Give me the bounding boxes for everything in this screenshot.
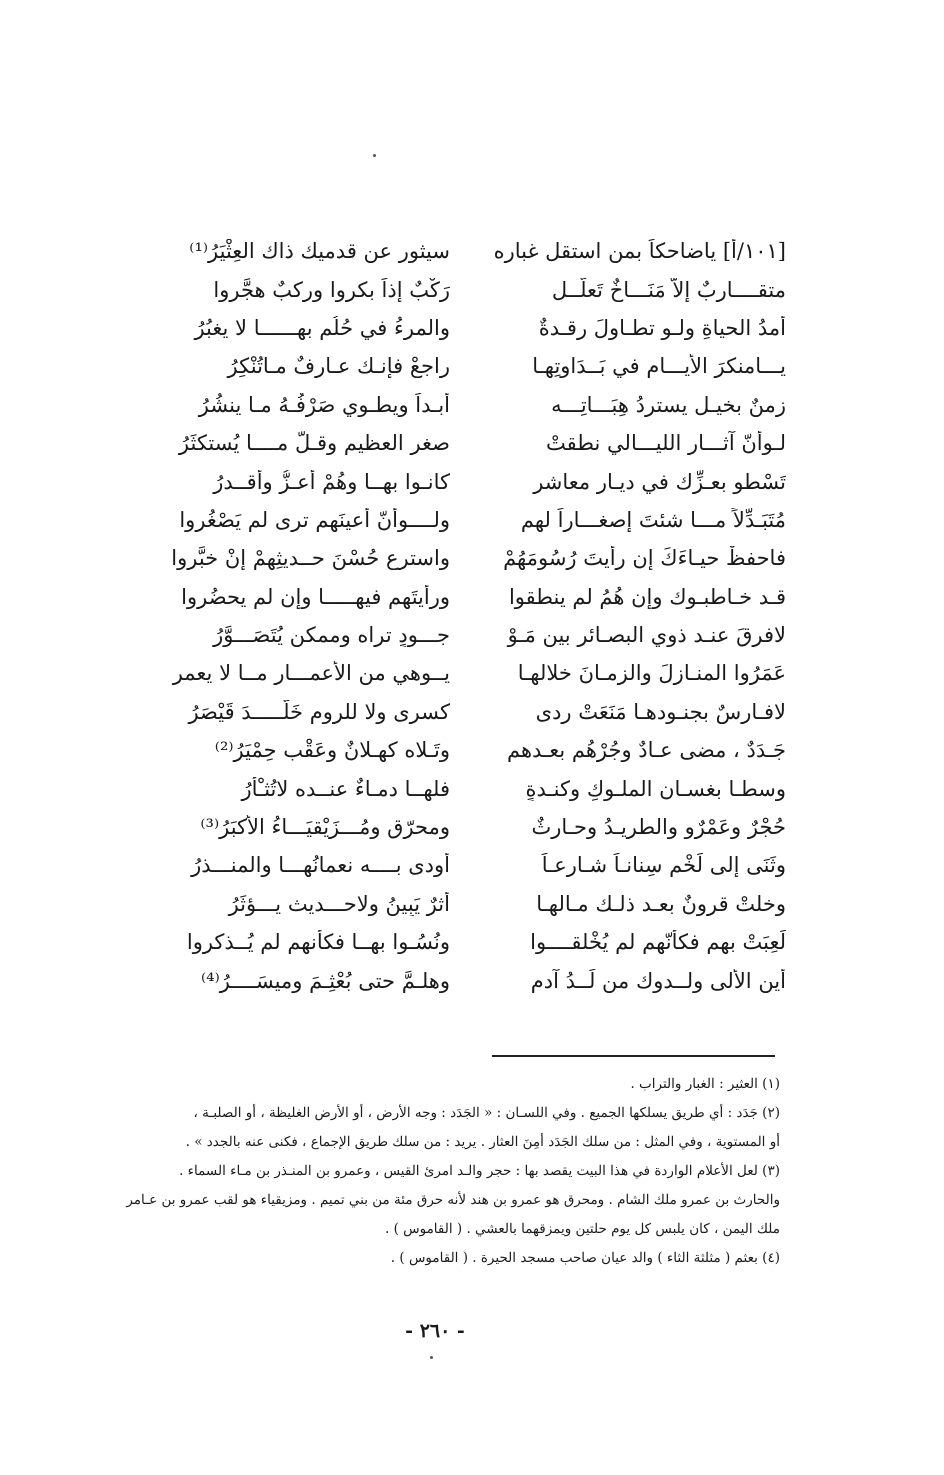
second-hemistich: ومحرّق ومُـــزَيْقيَـــاءُ الأكبَرُ⁽³⁾	[200, 815, 450, 840]
footnote-line: (٢) جَدَد : أي طريق يسلكها الجميع . وفي اللسـان : « الجَدَد : وجه الأرض ، أو الأرض الغليظة ، أو الصلبـة ،	[193, 1105, 780, 1121]
second-hemistich: يــوهي من الأعمـــار مــا لا يعمر	[172, 661, 450, 686]
verse	[150, 654, 786, 692]
second-hemistich: وتَـلاه كهـلانٌ وعَقْب حِمْيَرُ⁽²⁾	[214, 738, 450, 763]
second-hemistich: ونُسُـوا بهــا فكأنهم لم يُــذكروا	[186, 930, 450, 955]
first-hemistich: [١٠١/أ] ياضاحكاً بمن استقل غباره	[493, 239, 786, 264]
first-hemistich: عَمَرُوا المنـازلَ والزمـانَ خلالهـا	[517, 661, 786, 686]
verse	[150, 923, 786, 961]
first-hemistich: لَعِبَتْ بهم فكأنّهم لم يُخْلقــــوا	[530, 930, 786, 955]
first-hemistich: أمدُ الحياةِ ولـو تطـاولَ رقـدةٌ	[538, 315, 786, 340]
verse	[150, 462, 786, 500]
first-hemistich: حُجْرٌ وعَمْرٌو والطريـدُ وحـارثٌ	[531, 815, 786, 840]
second-hemistich: رَكْبٌ إذاً بكروا وركبٌ هجَّروا	[213, 277, 450, 302]
first-hemistich: لافرقَ عنـد ذوي البصـائر بين مَـوْ	[507, 623, 786, 648]
second-hemistich: راجعْ فإنـك عـارفٌ مـاتُنْكِرُ	[227, 354, 450, 379]
scan-speck	[373, 154, 376, 157]
second-hemistich: ولــــوأنّ أعينَهم ترى لم يَصْغُروا	[179, 507, 450, 532]
verse	[150, 769, 786, 807]
second-hemistich: ورأيتَهم فيهـــــا وإن لم يحضُروا	[181, 584, 450, 609]
verse	[150, 232, 786, 270]
first-hemistich: وسطـا بغسـان الملـوكِ وكنـدةٍ	[525, 776, 786, 801]
first-hemistich: يـــامنكرَ الأيـــام في بَــدَاوتِهـا	[532, 354, 786, 379]
footnote-line: (١) العثير : الغبار والتراب .	[630, 1076, 780, 1092]
verse	[150, 731, 786, 769]
page-number: - ٢٦٠ -	[405, 1320, 465, 1342]
poem	[150, 232, 786, 1000]
first-hemistich: قـد خـاطبـوك وإن هُمُ لم ينطقوا	[508, 584, 786, 609]
second-hemistich: والمرءُ في حُلُمٍ بهــــــا لا يغبُرُ	[194, 315, 450, 340]
footnote-line: (٤) بعثم ( مثلثة الثاء ) والد عيان صاحب مسجد الحيرة . ( القاموس ) .	[390, 1250, 780, 1266]
first-hemistich: زمنٌ بخيـل يستردُ هِبَـــاتِـــه	[551, 392, 786, 417]
first-hemistich: جَـدَدٌ ، مضى عـادٌ وجُرْهُم بعـدهم	[506, 738, 786, 763]
second-hemistich: أبـداً ويطـوي صَرْفُـهُ مـا ينشُرُ	[198, 392, 450, 417]
verse	[150, 808, 786, 846]
footnote-separator	[492, 1055, 775, 1057]
verse	[150, 424, 786, 462]
footnote-line: (٣) لعل الأعلام الواردة في هذا البيت يقصد بها : حجر والـد امرئ القيس ، وعمرو بن المنـذر بن مـاء السماء .	[179, 1163, 780, 1179]
verse	[150, 578, 786, 616]
second-hemistich: فلهــا دمـاءٌ عنــده لاتُثـْأَرُ	[241, 776, 450, 801]
footnote-line: والحارث بن عمرو ملك الشام . ومحرق هو عمرو بن هند لأنه حرق مئة من بني تميم . ومزيقياء هو لقب عمرو بن عـامر	[126, 1192, 780, 1208]
second-hemistich: سيثور عن قدميك ذاك العِثْيَرُ⁽¹⁾	[189, 239, 450, 264]
verse	[150, 961, 786, 999]
second-hemistich: واسترع حُسْنَ حــديثِهِمْ إنْ خبَّروا	[171, 546, 450, 571]
verse	[150, 270, 786, 308]
second-hemistich: جـــودٍ تراه وممكنٍ يُتَصَـــوَّرُ	[213, 623, 450, 648]
verse	[150, 386, 786, 424]
verse	[150, 846, 786, 884]
second-hemistich: وهلـمَّ حتى بُعْثِـمَ وميسَــــرُ⁽⁴⁾	[201, 968, 450, 993]
first-hemistich: وثَنَى إلى لَخْمٍ سِنانـاً شـارعـاً	[541, 853, 786, 878]
first-hemistich: فاحفظْ حيـاءَكَ إن رأيتَ رُسُومَهُمْ	[503, 546, 786, 571]
verse	[150, 616, 786, 654]
verse	[150, 539, 786, 577]
verse	[150, 347, 786, 385]
second-hemistich: أودى بــــه نعمانُهـــا والمنـــذرُ	[191, 853, 450, 878]
first-hemistich: أين الأُلى ولــدوك من لَــدُ آدمٍ	[530, 968, 786, 993]
first-hemistich: تَسْطو بعـزِّك في ديـار معاشرٍ	[533, 469, 786, 494]
second-hemistich: كسرى ولا للروم خَلَّـــــدَ قَيْصَرُ	[188, 699, 450, 724]
second-hemistich: أثرٌ يَبِينُ ولاحـــديث يـــؤثَرُ	[228, 891, 450, 916]
footnotes	[100, 1070, 780, 1273]
verse	[150, 885, 786, 923]
scan-speck	[430, 1356, 433, 1359]
first-hemistich: متقــــاربٌ إلاَّ مَنَـــاخٌ تَعلُّــلٍ	[551, 277, 786, 302]
verse	[150, 501, 786, 539]
first-hemistich: لـوأنّ آثـــار الليـــالي نطقتْ	[546, 431, 786, 456]
footnote-line: أو المستوية ، وفي المثل : من سلك الجَدَد أمِنَ العثار . يريد : من سلك طريق الإجماع ، فكنى عنه بالجدد » .	[185, 1134, 780, 1150]
first-hemistich: وخلتْ قرونٌ بعـد ذلـك مـالهـا	[536, 891, 786, 916]
first-hemistich: لافـارسٌ بجنـودهـا مَنَعَتْ ردى	[535, 699, 786, 724]
footnote-line: ملك اليمن ، كان يلبس كل يوم حلتين ويمزقهما بالعشي . ( القاموس ) .	[384, 1221, 780, 1237]
verse	[150, 309, 786, 347]
first-hemistich: مُتَبَـدِّلاً مـــا شئتَ إصغـــاراً لهم	[520, 507, 786, 532]
second-hemistich: كانـوا بهــا وهُمْ أعـزُّ وأقــدرُ	[213, 469, 450, 494]
verse	[150, 693, 786, 731]
second-hemistich: صغر العظيم وقـلَّ مــــا يُستكثَرُ	[178, 431, 450, 456]
